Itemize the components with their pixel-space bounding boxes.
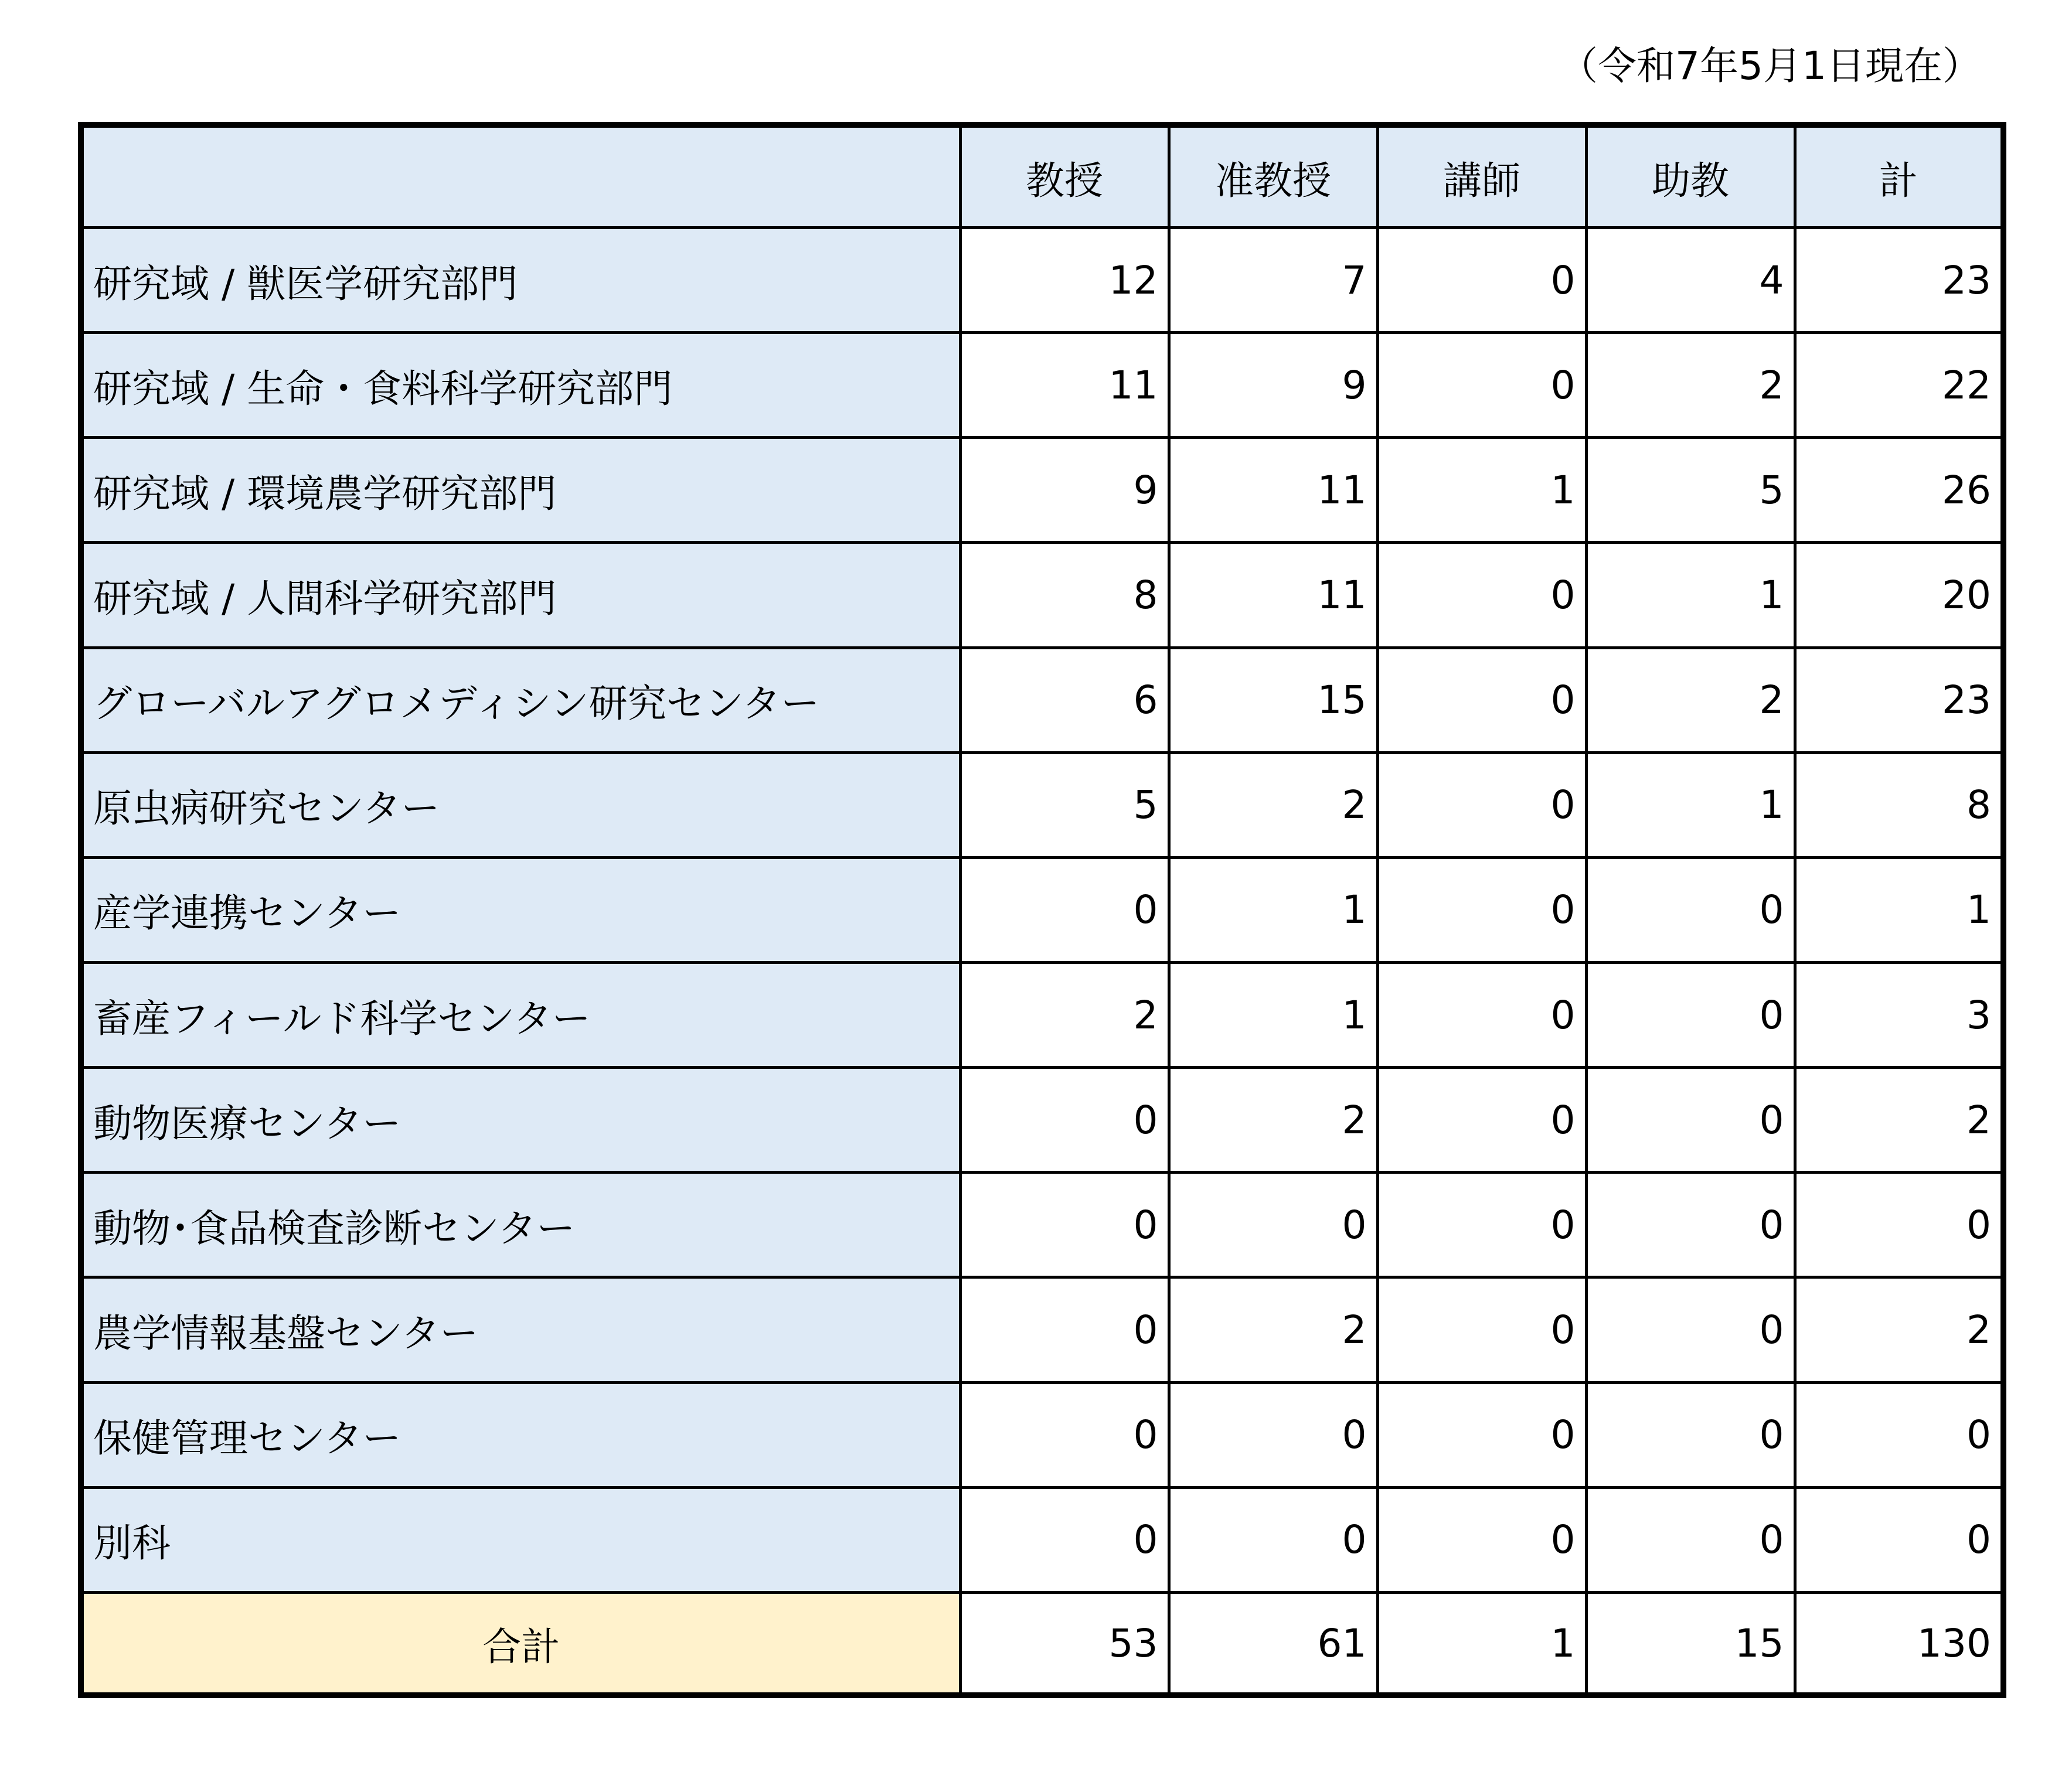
row-label: 産学連携センター xyxy=(81,857,960,962)
row-label: 研究域 / 獣医学研究部門 xyxy=(81,228,960,333)
value-cell: 0 xyxy=(1795,1487,2003,1592)
value-cell: 0 xyxy=(960,1173,1169,1277)
total-cell: 53 xyxy=(960,1593,1169,1696)
value-cell: 0 xyxy=(1377,1487,1586,1592)
value-cell: 0 xyxy=(1377,1382,1586,1487)
value-cell: 0 xyxy=(960,1277,1169,1382)
header-assistant-professor: 助教 xyxy=(1586,125,1795,228)
value-cell: 2 xyxy=(960,962,1169,1067)
value-cell: 0 xyxy=(960,857,1169,962)
row-label: 畜産フィールド科学センター xyxy=(81,962,960,1067)
value-cell: 12 xyxy=(960,228,1169,333)
value-cell: 0 xyxy=(1795,1382,2003,1487)
value-cell: 2 xyxy=(1586,648,1795,752)
value-cell: 0 xyxy=(1377,333,1586,438)
table-row xyxy=(81,752,2003,857)
value-cell: 2 xyxy=(1169,1068,1377,1173)
value-cell: 1 xyxy=(1795,857,2003,962)
table-body xyxy=(81,228,2003,1593)
table-row xyxy=(81,1068,2003,1173)
row-label: 動物･食品検査診断センター xyxy=(81,1173,960,1277)
total-row xyxy=(81,1593,2003,1696)
value-cell: 0 xyxy=(960,1068,1169,1173)
value-cell: 11 xyxy=(960,333,1169,438)
value-cell: 2 xyxy=(1169,1277,1377,1382)
value-cell: 1 xyxy=(1586,543,1795,648)
value-cell: 9 xyxy=(1169,333,1377,438)
value-cell: 2 xyxy=(1586,333,1795,438)
row-label: 動物医療センター xyxy=(81,1068,960,1173)
value-cell: 0 xyxy=(1586,1173,1795,1277)
header-lecturer: 講師 xyxy=(1377,125,1586,228)
value-cell: 0 xyxy=(1377,1068,1586,1173)
header-row xyxy=(81,125,2003,228)
table-row xyxy=(81,1277,2003,1382)
table-row xyxy=(81,228,2003,333)
value-cell: 1 xyxy=(1586,752,1795,857)
value-cell: 23 xyxy=(1795,228,2003,333)
value-cell: 1 xyxy=(1377,438,1586,543)
value-cell: 2 xyxy=(1169,752,1377,857)
value-cell: 11 xyxy=(1169,438,1377,543)
date-note: （令和7年5月1日現在） xyxy=(1559,43,1981,88)
value-cell: 9 xyxy=(960,438,1169,543)
table-row xyxy=(81,962,2003,1067)
value-cell: 4 xyxy=(1586,228,1795,333)
value-cell: 0 xyxy=(1586,1277,1795,1382)
value-cell: 0 xyxy=(1586,1068,1795,1173)
value-cell: 6 xyxy=(960,648,1169,752)
total-label: 合計 xyxy=(81,1593,960,1696)
table-row xyxy=(81,543,2003,648)
value-cell: 3 xyxy=(1795,962,2003,1067)
row-label: 別科 xyxy=(81,1487,960,1592)
table-row xyxy=(81,438,2003,543)
total-cell: 130 xyxy=(1795,1593,2003,1696)
value-cell: 5 xyxy=(960,752,1169,857)
value-cell: 22 xyxy=(1795,333,2003,438)
table-row xyxy=(81,1382,2003,1487)
row-label: 研究域 / 環境農学研究部門 xyxy=(81,438,960,543)
value-cell: 20 xyxy=(1795,543,2003,648)
value-cell: 0 xyxy=(960,1487,1169,1592)
value-cell: 11 xyxy=(1169,543,1377,648)
value-cell: 0 xyxy=(1377,543,1586,648)
value-cell: 8 xyxy=(960,543,1169,648)
value-cell: 0 xyxy=(1586,1487,1795,1592)
table-row xyxy=(81,333,2003,438)
value-cell: 0 xyxy=(1377,752,1586,857)
total-cell: 1 xyxy=(1377,1593,1586,1696)
value-cell: 26 xyxy=(1795,438,2003,543)
row-label: グローバルアグロメディシン研究センター xyxy=(81,648,960,752)
value-cell: 0 xyxy=(1586,962,1795,1067)
table-row xyxy=(81,1487,2003,1592)
value-cell: 0 xyxy=(1377,1173,1586,1277)
value-cell: 5 xyxy=(1586,438,1795,543)
value-cell: 8 xyxy=(1795,752,2003,857)
value-cell: 0 xyxy=(1377,1277,1586,1382)
table-row xyxy=(81,857,2003,962)
value-cell: 23 xyxy=(1795,648,2003,752)
total-cell: 61 xyxy=(1169,1593,1377,1696)
header-corner xyxy=(81,125,960,228)
value-cell: 7 xyxy=(1169,228,1377,333)
table-row xyxy=(81,648,2003,752)
value-cell: 0 xyxy=(960,1382,1169,1487)
total-cell: 15 xyxy=(1586,1593,1795,1696)
header-associate-professor: 准教授 xyxy=(1169,125,1377,228)
value-cell: 1 xyxy=(1169,857,1377,962)
header-total: 計 xyxy=(1795,125,2003,228)
value-cell: 0 xyxy=(1586,1382,1795,1487)
value-cell: 0 xyxy=(1377,648,1586,752)
row-label: 農学情報基盤センター xyxy=(81,1277,960,1382)
value-cell: 0 xyxy=(1377,857,1586,962)
value-cell: 1 xyxy=(1169,962,1377,1067)
value-cell: 0 xyxy=(1586,857,1795,962)
row-label: 原虫病研究センター xyxy=(81,752,960,857)
value-cell: 0 xyxy=(1377,228,1586,333)
row-label: 研究域 / 人間科学研究部門 xyxy=(81,543,960,648)
faculty-staff-table xyxy=(78,122,2006,1698)
value-cell: 0 xyxy=(1795,1173,2003,1277)
row-label: 保健管理センター xyxy=(81,1382,960,1487)
value-cell: 2 xyxy=(1795,1068,2003,1173)
value-cell: 2 xyxy=(1795,1277,2003,1382)
value-cell: 0 xyxy=(1169,1382,1377,1487)
value-cell: 0 xyxy=(1169,1173,1377,1277)
table-row xyxy=(81,1173,2003,1277)
value-cell: 0 xyxy=(1169,1487,1377,1592)
value-cell: 15 xyxy=(1169,648,1377,752)
header-professor: 教授 xyxy=(960,125,1169,228)
value-cell: 0 xyxy=(1377,962,1586,1067)
row-label: 研究域 / 生命・食料科学研究部門 xyxy=(81,333,960,438)
